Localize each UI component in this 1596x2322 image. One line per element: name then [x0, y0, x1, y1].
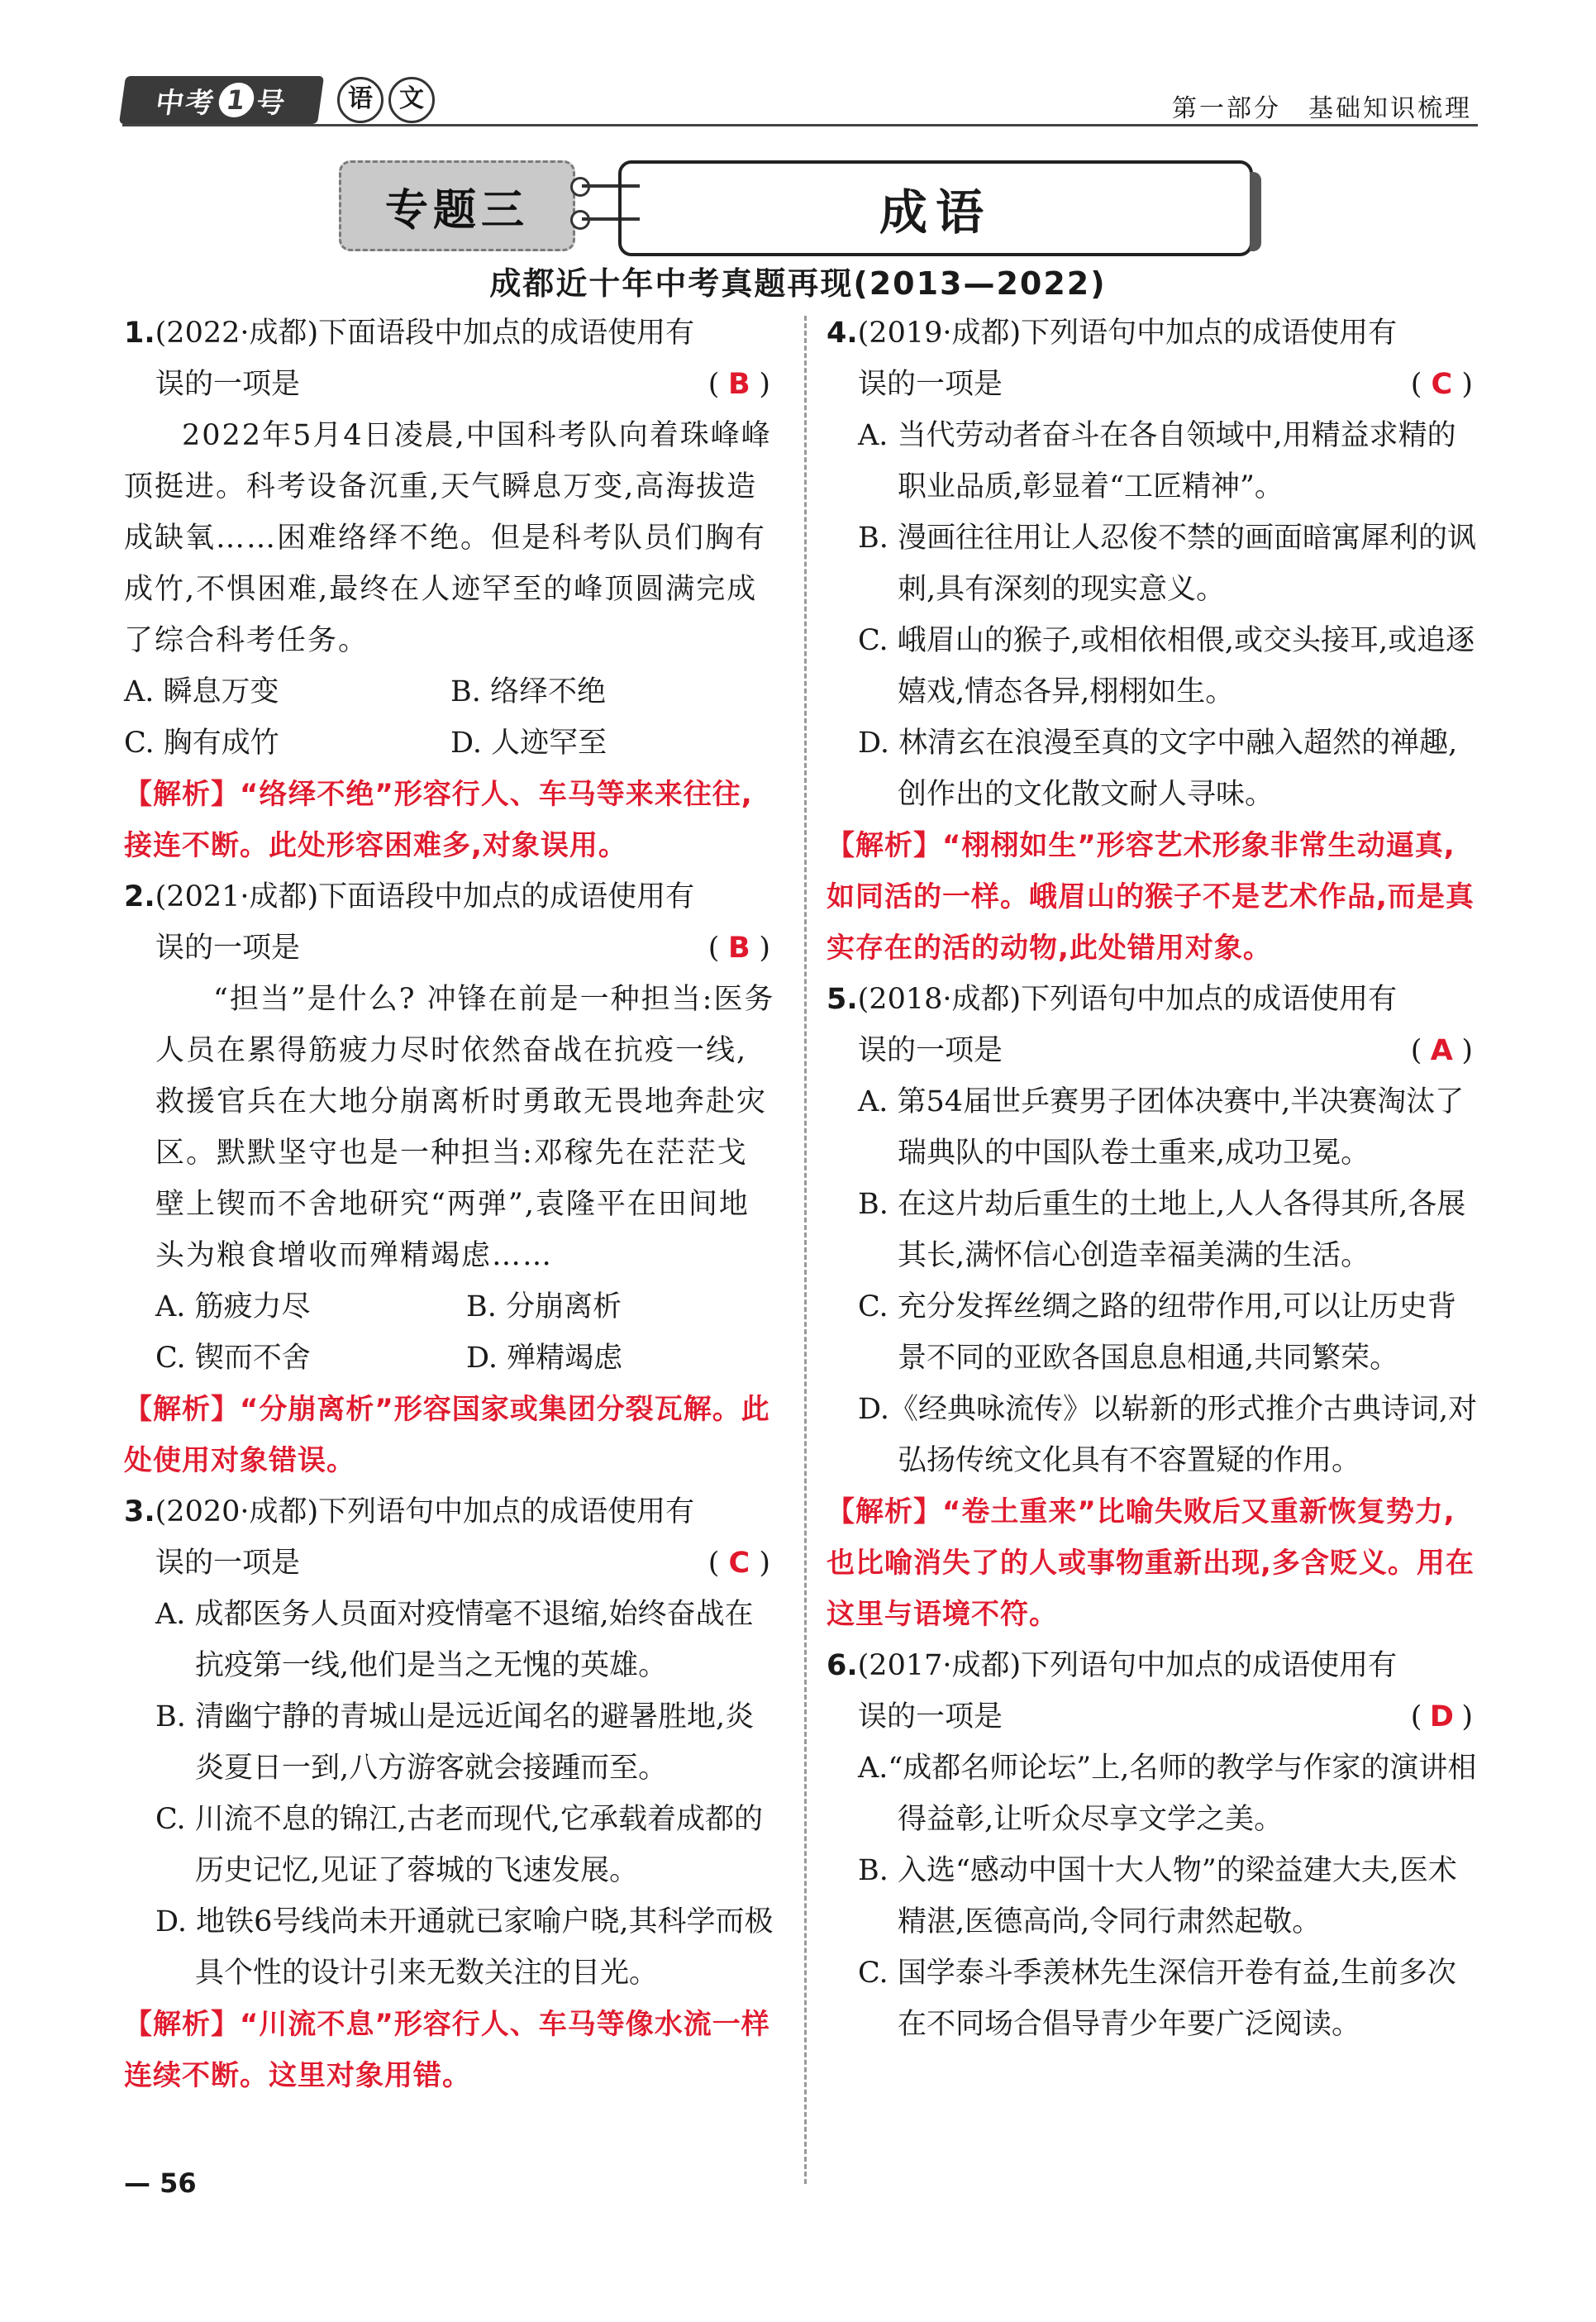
question-stem: (2017·成都)下列语句中加点的成语使用有	[857, 1649, 1398, 1682]
question-1	[124, 308, 777, 871]
topic-title: 成语	[618, 160, 1253, 256]
answer-letter: C	[1431, 368, 1453, 401]
answer-letter: A	[1430, 1034, 1453, 1067]
option-d: D. 林清玄在浪漫至真的文字中融入超然的禅趣,创作出的文化散文耐人寻味。	[858, 727, 1458, 811]
answer-letter: C	[728, 1547, 750, 1580]
answer-bracket: ( B )	[708, 923, 777, 974]
question-number: 3.	[124, 1495, 155, 1528]
left-column	[124, 308, 777, 2101]
option-a: A. 成都医务人员面对疫情毫不退缩,始终奋战在抗疫第一线,他们是当之无愧的英雄。	[155, 1598, 754, 1682]
question-stem-cont: 误的一项是	[155, 932, 301, 965]
option-c: C. 胸有成竹	[124, 727, 279, 760]
option-a: A. 第54届世乒赛男子团体决赛中,半决赛淘汰了瑞典队的中国队卷土重来,成功卫冕。	[858, 1085, 1465, 1170]
option-c: C. 川流不息的锦江,古老而现代,它承载着成都的历史记忆,见证了蓉城的飞速发展。	[155, 1803, 764, 1887]
question-stem-cont: 误的一项是	[155, 1547, 301, 1580]
option-c: C. 锲而不舍	[155, 1342, 311, 1375]
question-stem: (2018·成都)下列语句中加点的成语使用有	[857, 983, 1398, 1016]
question-stem-cont: 误的一项是	[858, 1700, 1003, 1733]
option-d: D. 人迹罕至	[450, 727, 607, 760]
header-divider	[122, 124, 1478, 126]
question-stem: (2019·成都)下列语句中加点的成语使用有	[857, 317, 1398, 350]
answer-bracket: ( B )	[708, 359, 777, 410]
analysis-text: 【解析】“栩栩如生”形容艺术形象非常生动逼真,如同活的一样。峨眉山的猴子不是艺术作品,而是真实存在的活的动物,此处错用对象。	[827, 829, 1475, 965]
analysis-text: 【解析】“络绎不绝”形容行人、车马等来来往往,接连不断。此处形容困难多,对象误用。	[124, 778, 753, 862]
brand-prefix: 中考	[153, 86, 218, 120]
option-c: C. 充分发挥丝绸之路的纽带作用,可以让历史背景不同的亚欧各国息息相通,共同繁荣。	[858, 1290, 1456, 1375]
page-subtitle: 成都近十年中考真题再现(2013—2022)	[489, 265, 1107, 302]
column-divider	[804, 316, 807, 2184]
question-number: 4.	[827, 317, 858, 350]
option-c: C. 国学泰斗季羡林先生深信开卷有益,生前多次在不同场合倡导青少年要广泛阅读。	[858, 1957, 1456, 2041]
right-column	[827, 308, 1479, 2050]
option-a: A. 筋疲力尽	[155, 1290, 311, 1323]
question-number: 1.	[124, 317, 155, 350]
topic-tag: 专题三	[339, 160, 575, 251]
answer-letter: B	[728, 368, 750, 401]
analysis-text: 【解析】“分崩离析”形容国家或集团分裂瓦解。此处使用对象错误。	[124, 1393, 770, 1477]
question-stem: (2022·成都)下面语段中加点的成语使用有	[155, 317, 695, 350]
answer-bracket: ( C )	[1411, 359, 1479, 410]
page-number-value: 56	[160, 2167, 197, 2199]
question-6	[827, 1640, 1479, 2050]
subject-char-1: 语	[337, 77, 384, 123]
option-b: B. 入选“感动中国十大人物”的梁益建大夫,医术精湛,医德高尚,令同行肃然起敬。	[858, 1854, 1457, 1938]
brand-logo	[119, 76, 324, 124]
question-5	[827, 974, 1479, 1640]
brand-number: 1	[217, 83, 256, 117]
page-number: — 56	[124, 2167, 197, 2199]
option-a: A.“成都名师论坛”上,名师的教学与作家的演讲相得益彰,让听众尽享文学之美。	[858, 1752, 1477, 1836]
question-stem-cont: 误的一项是	[858, 368, 1003, 401]
option-b: B. 漫画往往用让人忍俊不禁的画面暗寓犀利的讽刺,具有深刻的现实意义。	[858, 522, 1476, 606]
subject-badge	[337, 76, 435, 124]
option-d: D.《经典咏流传》以崭新的形式推介古典诗词,对弘扬传统文化具有不容置疑的作用。	[858, 1393, 1478, 1477]
answer-bracket: ( A )	[1411, 1025, 1479, 1076]
analysis-text: 【解析】“卷土重来”比喻失败后又重新恢复势力,也比喻消失了的人或事物重新出现,多含贬义。用在这里与语境不符。	[827, 1495, 1475, 1631]
question-3	[124, 1486, 777, 2101]
question-4	[827, 308, 1479, 974]
section-label: 第一部分 基础知识梳理	[1172, 94, 1472, 123]
answer-letter: B	[728, 932, 750, 965]
option-d: D. 殚精竭虑	[466, 1342, 623, 1375]
option-b: B. 在这片劫后重生的土地上,人人各得其所,各展其长,满怀信心创造幸福美满的生活。	[858, 1188, 1466, 1272]
passage: 2022年5月4日凌晨,中国科考队向着珠峰峰顶挺进。科考设备沉重,天气瞬息万变,高海拔造成缺氧……困难络绎不绝。但是科考队员们胸有成竹,不惧困难,最终在人迹罕至的峰顶圆满完成了综合科考任务。	[124, 419, 772, 657]
option-a: A. 瞬息万变	[124, 675, 279, 708]
answer-letter: D	[1429, 1700, 1454, 1733]
option-b: B. 络绎不绝	[450, 675, 606, 708]
question-stem: (2021·成都)下面语段中加点的成语使用有	[155, 880, 695, 913]
option-a: A. 当代劳动者奋斗在各自领域中,用精益求精的职业品质,彰显着“工匠精神”。	[858, 419, 1456, 503]
question-2	[124, 871, 777, 1486]
option-b: B. 清幽宁静的青城山是远近闻名的避暑胜地,炎炎夏日一到,八方游客就会接踵而至。	[155, 1700, 755, 1785]
answer-bracket: ( C )	[708, 1538, 777, 1589]
passage: “担当”是什么? 冲锋在前是一种担当:医务人员在累得筋疲力尽时依然奋战在抗疫一线,救援官兵在大地分崩离析时勇敢无畏地奔赴灾区。默默坚守也是一种担当:邓稼先在茫茫戈壁上锲而不舍地研究“两弹”,袁隆平在田间地头为粮食增收而殚精竭虑……	[155, 983, 775, 1272]
answer-bracket: ( D )	[1411, 1691, 1479, 1743]
option-b: B. 分崩离析	[466, 1290, 622, 1323]
brand-suffix: 号	[254, 86, 289, 120]
subject-char-2: 文	[388, 77, 435, 123]
question-stem-cont: 误的一项是	[155, 368, 301, 401]
analysis-text: 【解析】“川流不息”形容行人、车马等像水流一样连续不断。这里对象用错。	[124, 2008, 770, 2092]
option-d: D. 地铁6号线尚未开通就已家喻户晓,其科学而极具个性的设计引来无数关注的目光。	[155, 1905, 774, 1990]
question-stem-cont: 误的一项是	[858, 1034, 1003, 1067]
question-number: 5.	[827, 983, 858, 1016]
question-stem: (2020·成都)下列语句中加点的成语使用有	[155, 1495, 695, 1528]
question-number: 2.	[124, 880, 155, 913]
question-number: 6.	[827, 1649, 858, 1682]
option-c: C. 峨眉山的猴子,或相依相偎,或交头接耳,或追逐嬉戏,情态各异,栩栩如生。	[858, 624, 1475, 708]
